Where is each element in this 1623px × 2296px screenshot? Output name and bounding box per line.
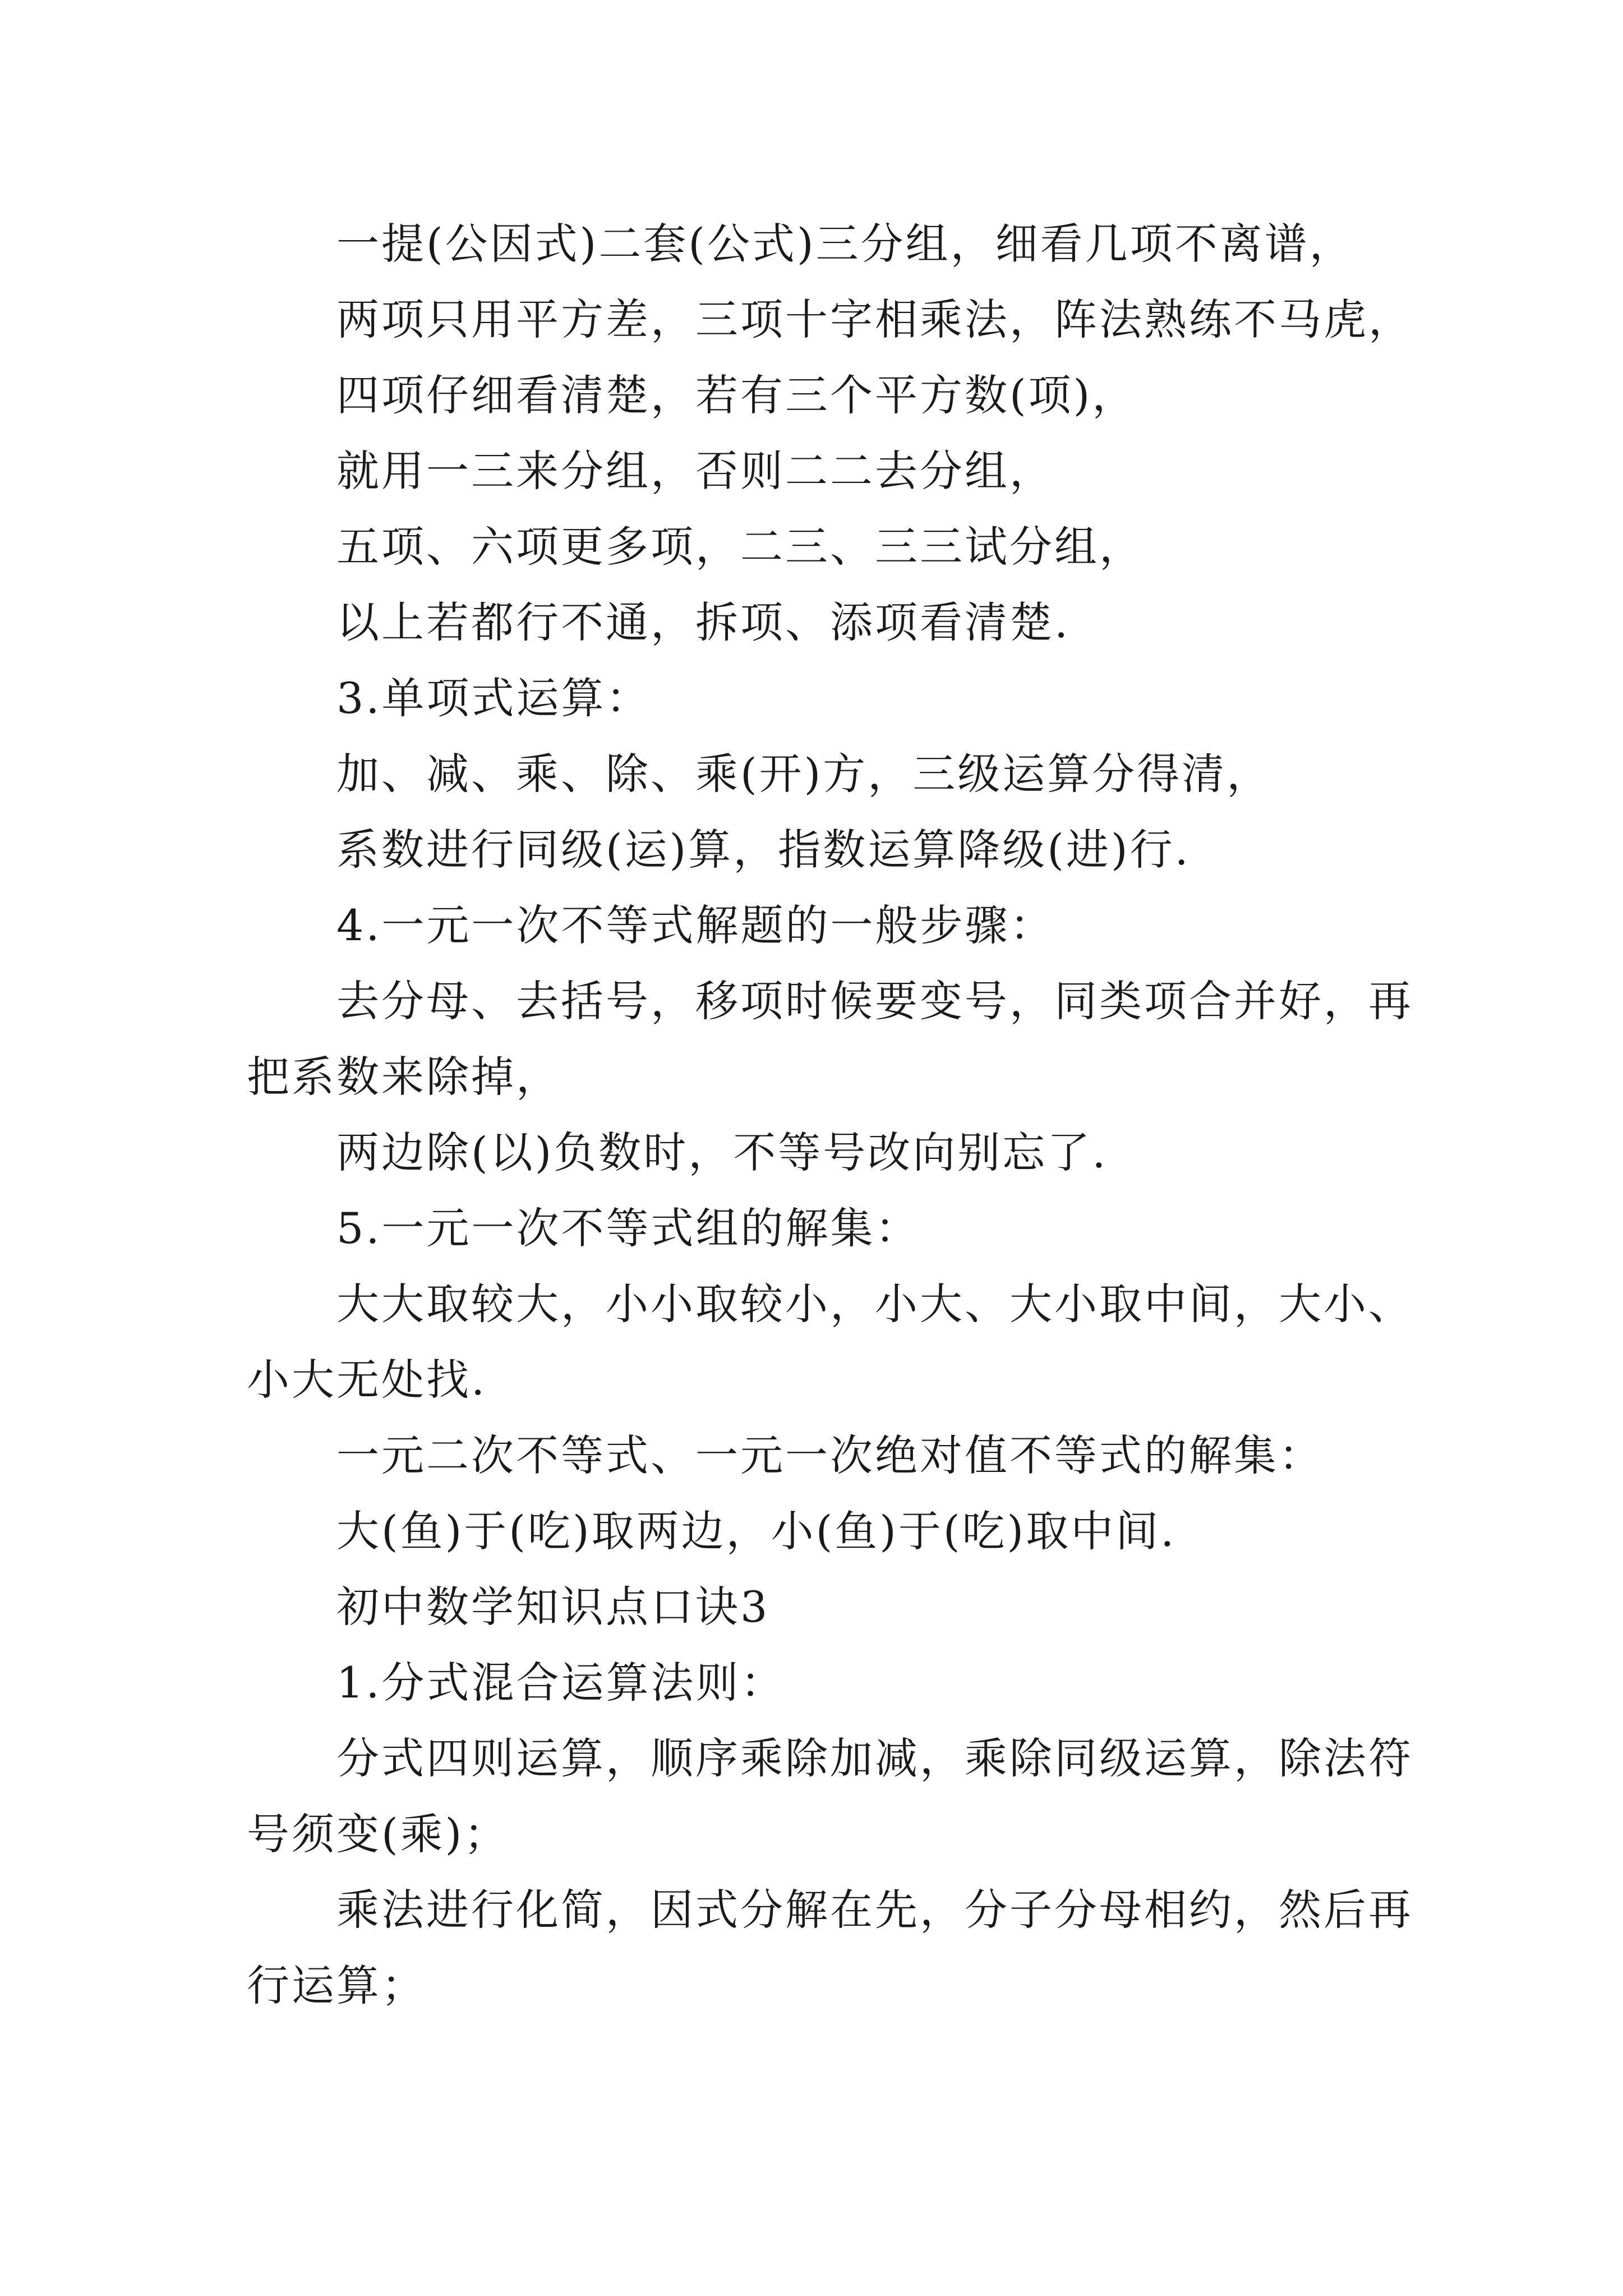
text-line: 一提(公因式)二套(公式)三分组，细看几项不离谱， xyxy=(336,219,1354,269)
text-line: 就用一三来分组，否则二二去分组， xyxy=(336,446,1054,496)
text-line: 把系数来除掉， xyxy=(247,1052,561,1102)
text-line: 四项仔细看清楚，若有三个平方数(项)， xyxy=(336,370,1137,420)
text-line: 4.一元一次不等式解题的一般步骤： xyxy=(336,900,1055,950)
text-line: 分式四则运算，顺序乘除加减，乘除同级运算，除法符 xyxy=(336,1733,1413,1783)
text-line: 5.一元一次不等式组的解集： xyxy=(336,1203,920,1253)
text-line: 大大取较大，小小取较小，小大、大小取中间，大小、 xyxy=(336,1279,1413,1329)
text-line: 系数进行同级(运)算，指数运算降级(进)行. xyxy=(336,825,1191,875)
text-line: 小大无处找. xyxy=(247,1355,487,1405)
section-heading: 初中数学知识点口诀3 xyxy=(336,1582,770,1632)
text-line: 去分母、去括号，移项时候要变号，同类项合并好，再 xyxy=(336,976,1413,1026)
text-line: 乘法进行化简，因式分解在先，分子分母相约，然后再 xyxy=(336,1885,1413,1935)
text-line: 1.分式混合运算法则： xyxy=(336,1658,786,1708)
text-line: 以上若都行不通，拆项、添项看清楚. xyxy=(336,597,1071,647)
text-line: 两项只用平方差，三项十字相乘法，阵法熟练不马虎， xyxy=(336,295,1413,344)
text-line: 加、减、乘、除、乘(开)方，三级运算分得清， xyxy=(336,749,1272,799)
text-line: 两边除(以)负数时，不等号改向别忘了. xyxy=(336,1128,1108,1177)
text-line: 大(鱼)于(吃)取两边，小(鱼)于(吃)取中间. xyxy=(336,1506,1177,1556)
text-line: 号须变(乘)； xyxy=(247,1809,509,1859)
text-line: 一元二次不等式、一元一次绝对值不等式的解集： xyxy=(336,1430,1324,1480)
text-line: 五项、六项更多项，二三、三三试分组， xyxy=(336,522,1144,572)
text-line: 3.单项式运算： xyxy=(336,673,651,723)
text-line: 行运算； xyxy=(247,1961,426,2010)
